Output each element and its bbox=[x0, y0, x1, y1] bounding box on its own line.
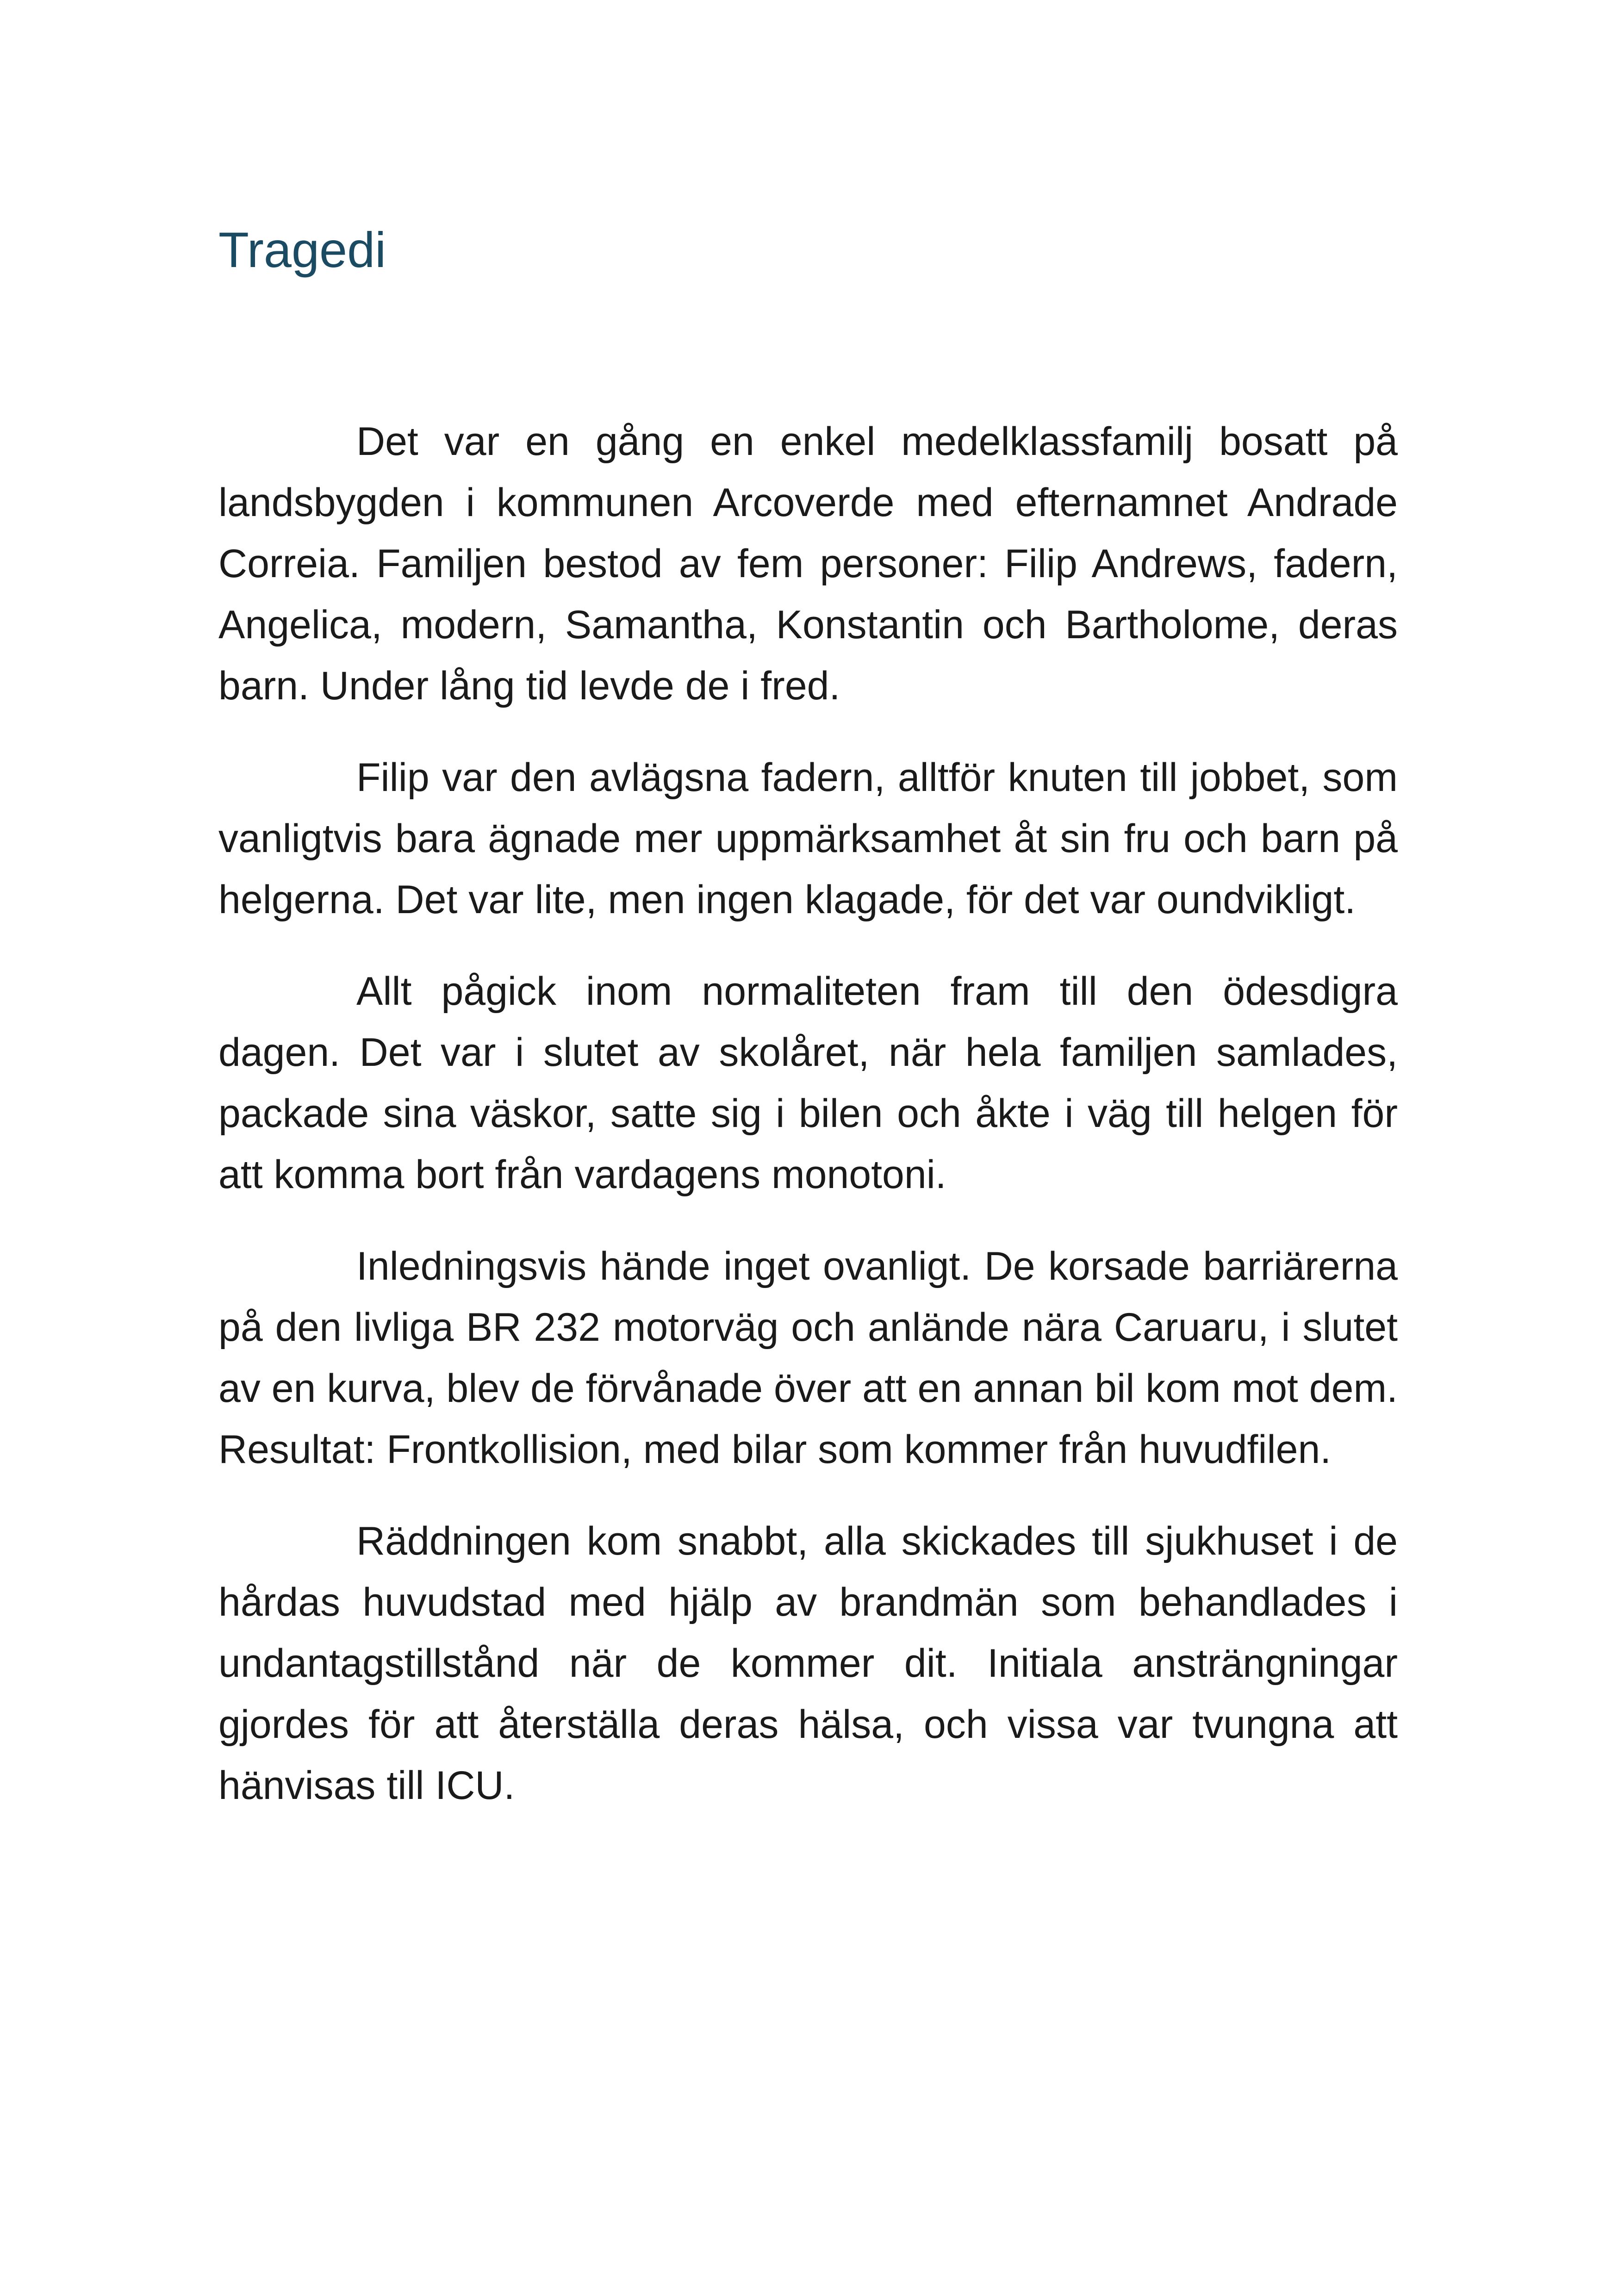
paragraph: Filip var den avlägsna fadern, alltför knuten till jobbet, som vanligtvis bara ägnade mer uppmärksamhet åt sin fru och barn på helgerna. Det var lite, men ingen klagade, för det var oundvikligt. bbox=[218, 755, 1398, 922]
paragraph: Allt pågick inom normaliteten fram till den ödesdigra dagen. Det var i slutet av skolåret, när hela familjen samlades, packade sina väskor, satte sig i bilen och åkte i väg till helgen för att komma bort från vardagens monotoni. bbox=[218, 969, 1398, 1197]
paragraph: Inledningsvis hände inget ovanligt. De korsade barriärerna på den livliga BR 232 motorväg och anlände nära Caruaru, i slutet av en kurva, blev de förvånade över att en annan bil kom mot dem. Resultat: Frontkollision, med bilar som kommer från huvudfilen. bbox=[218, 1244, 1398, 1472]
document-body bbox=[218, 411, 1398, 1847]
paragraph: Det var en gång en enkel medelklassfamilj bosatt på landsbygden i kommunen Arcoverde med efternamnet Andrade Correia. Familjen bestod av fem personer: Filip Andrews, fadern, Angelica, modern, Samantha, Konstantin och Bartholome, deras barn. Under lång tid levde de i fred. bbox=[218, 419, 1398, 708]
document-title: Tragedi bbox=[218, 222, 386, 278]
paragraph: Räddningen kom snabbt, alla skickades till sjukhuset i de hårdas huvudstad med hjälp av brandmän som behandlades i undantagstillstånd när de kommer dit. Initiala ansträngningar gjordes för att återställa deras hälsa, och vissa var tvungna att hänvisas till ICU. bbox=[218, 1519, 1398, 1808]
